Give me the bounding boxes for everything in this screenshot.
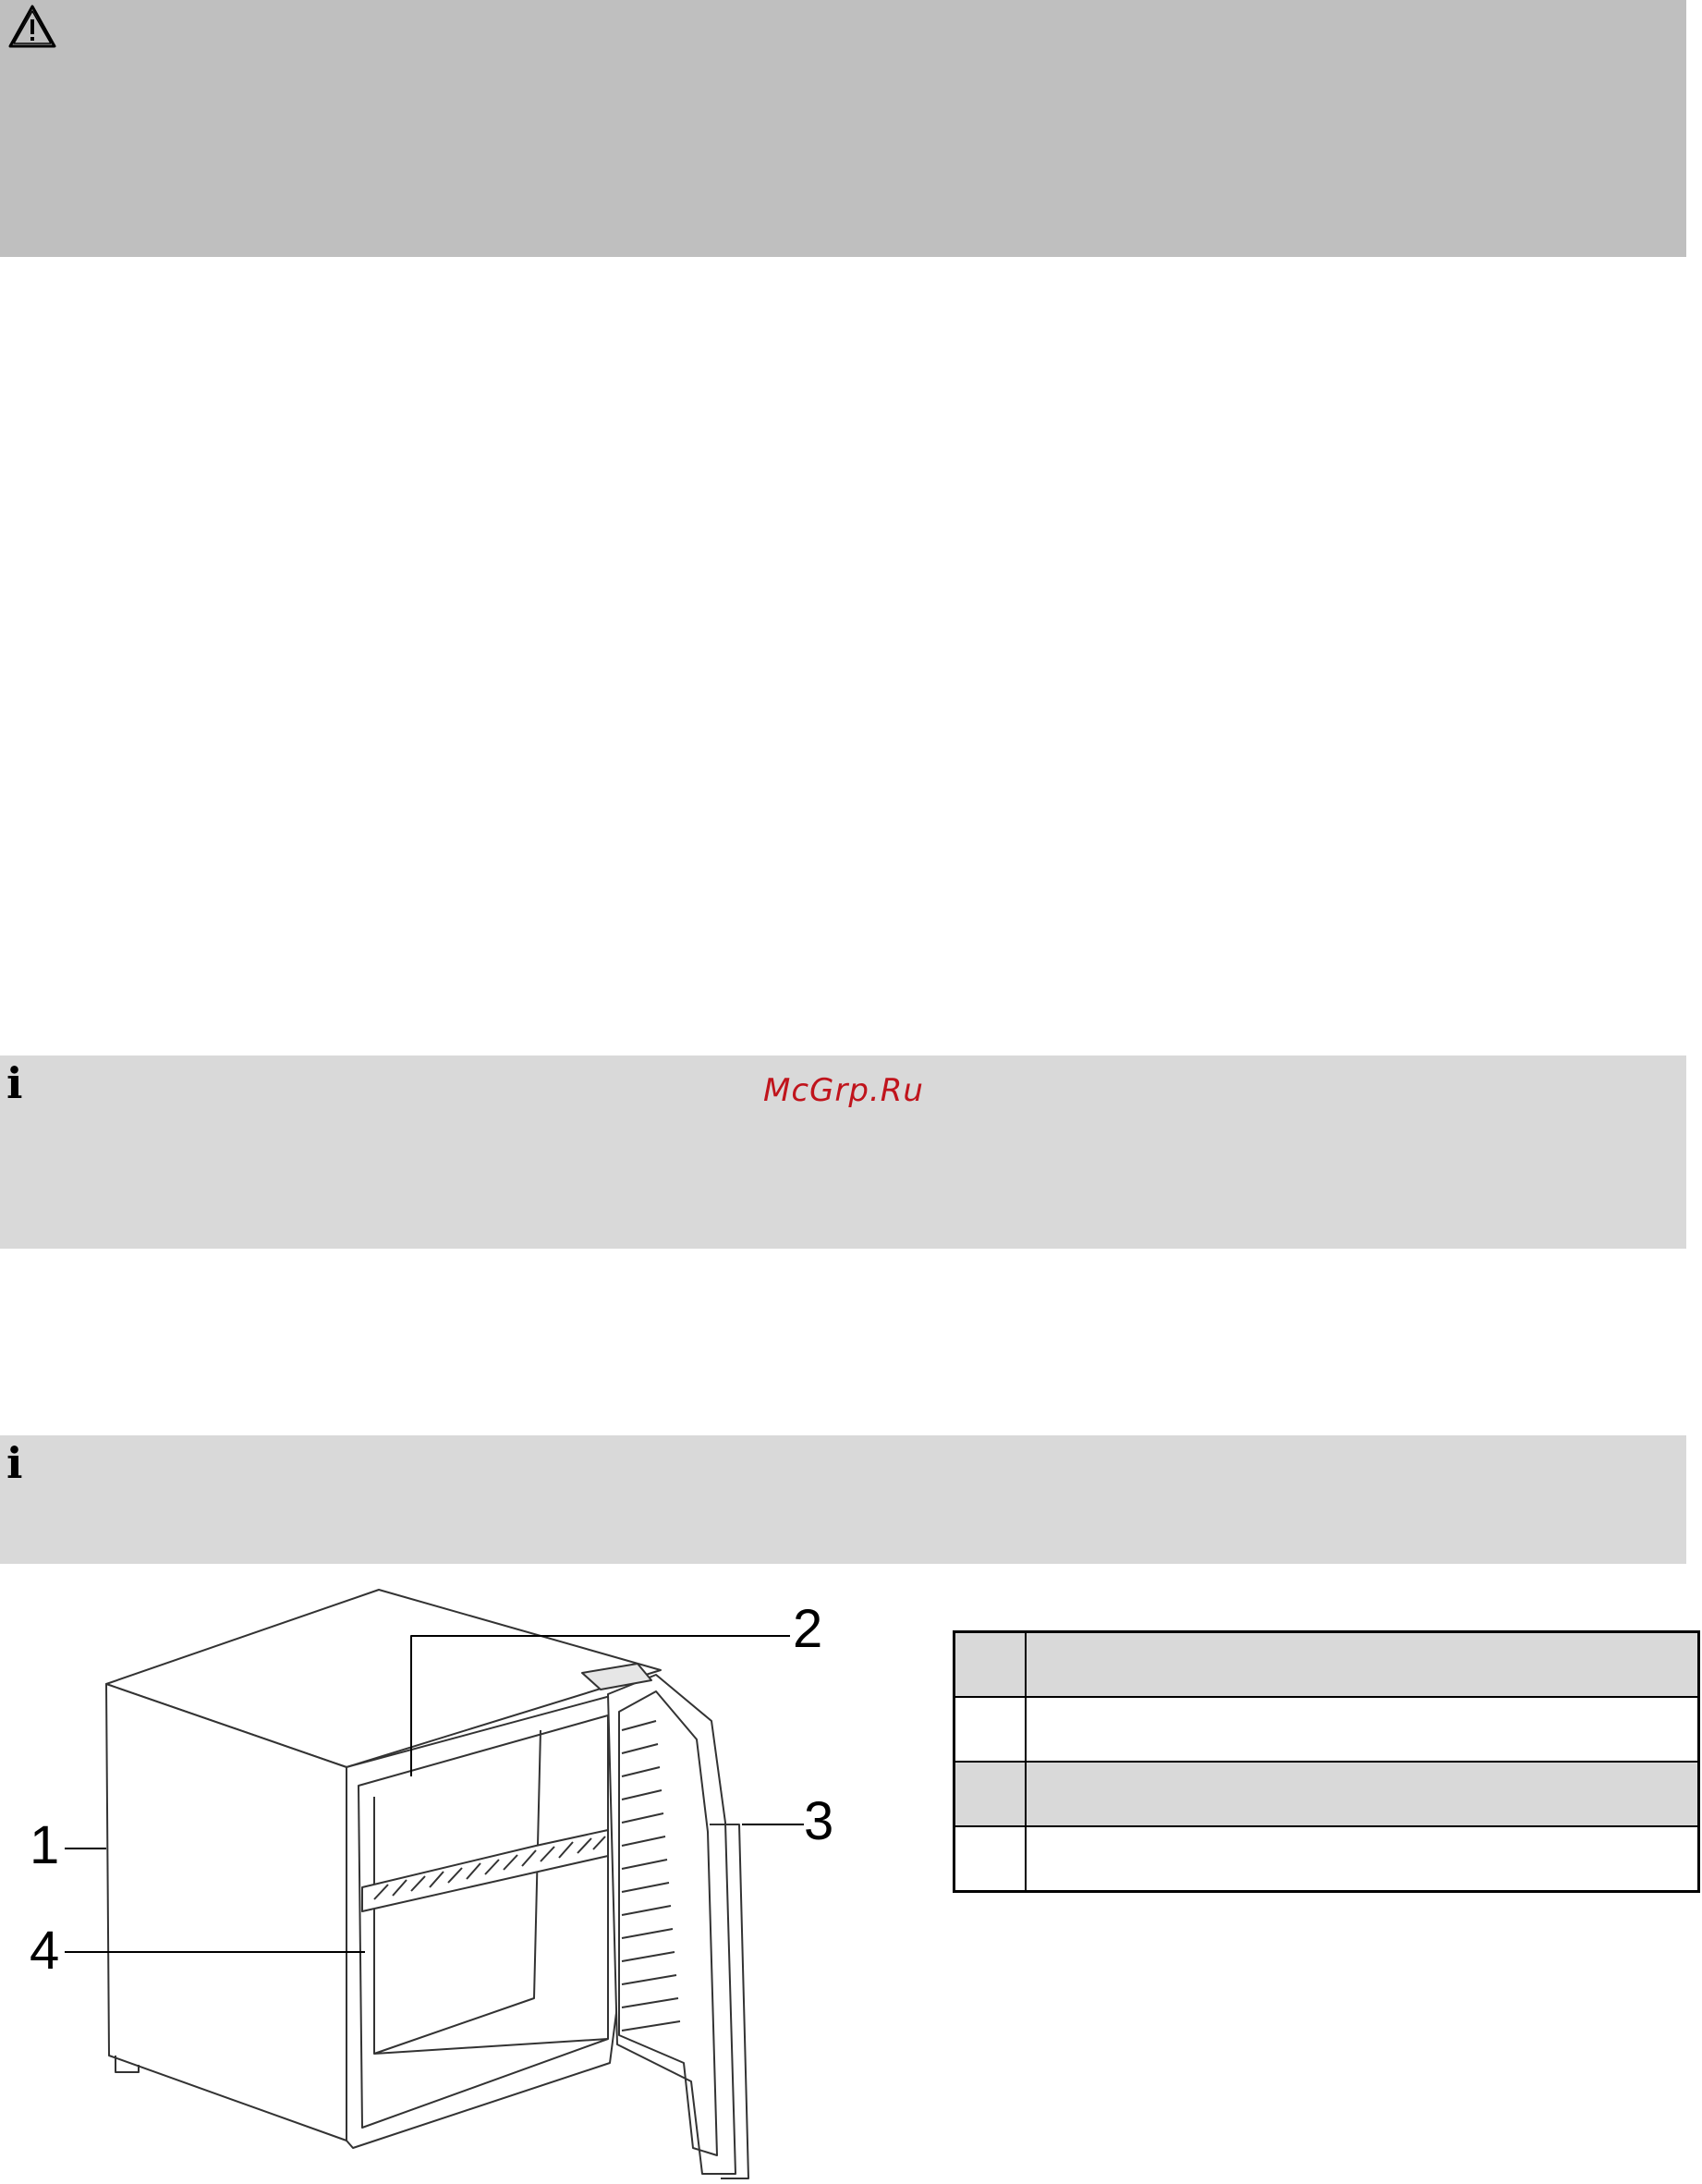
table-row xyxy=(954,1632,1699,1698)
table-cell-label xyxy=(1026,1697,1699,1762)
callout-label-4: 4 xyxy=(30,1921,60,1981)
appliance-figure xyxy=(9,1582,841,2179)
table-cell-number xyxy=(954,1826,1027,1892)
table-cell-number xyxy=(954,1632,1027,1698)
mini-fridge-illustration xyxy=(9,1582,841,2179)
table-cell-number xyxy=(954,1697,1027,1762)
info-box-2 xyxy=(0,1435,1686,1564)
table-row xyxy=(954,1697,1699,1762)
table-cell-label xyxy=(1026,1826,1699,1892)
table-cell-number xyxy=(954,1762,1027,1826)
callout-label-2: 2 xyxy=(793,1599,823,1659)
table-row xyxy=(954,1762,1699,1826)
warning-triangle-icon xyxy=(7,4,57,50)
warning-box xyxy=(0,0,1686,257)
table-row xyxy=(954,1826,1699,1892)
watermark: McGrp.Ru xyxy=(763,1072,924,1109)
parts-table xyxy=(953,1630,1700,1893)
callout-label-1: 1 xyxy=(30,1815,60,1875)
callout-label-3: 3 xyxy=(804,1791,834,1851)
info-icon: i xyxy=(6,1058,23,1108)
table-cell-label xyxy=(1026,1632,1699,1698)
info-icon: i xyxy=(6,1438,23,1488)
table-cell-label xyxy=(1026,1762,1699,1826)
